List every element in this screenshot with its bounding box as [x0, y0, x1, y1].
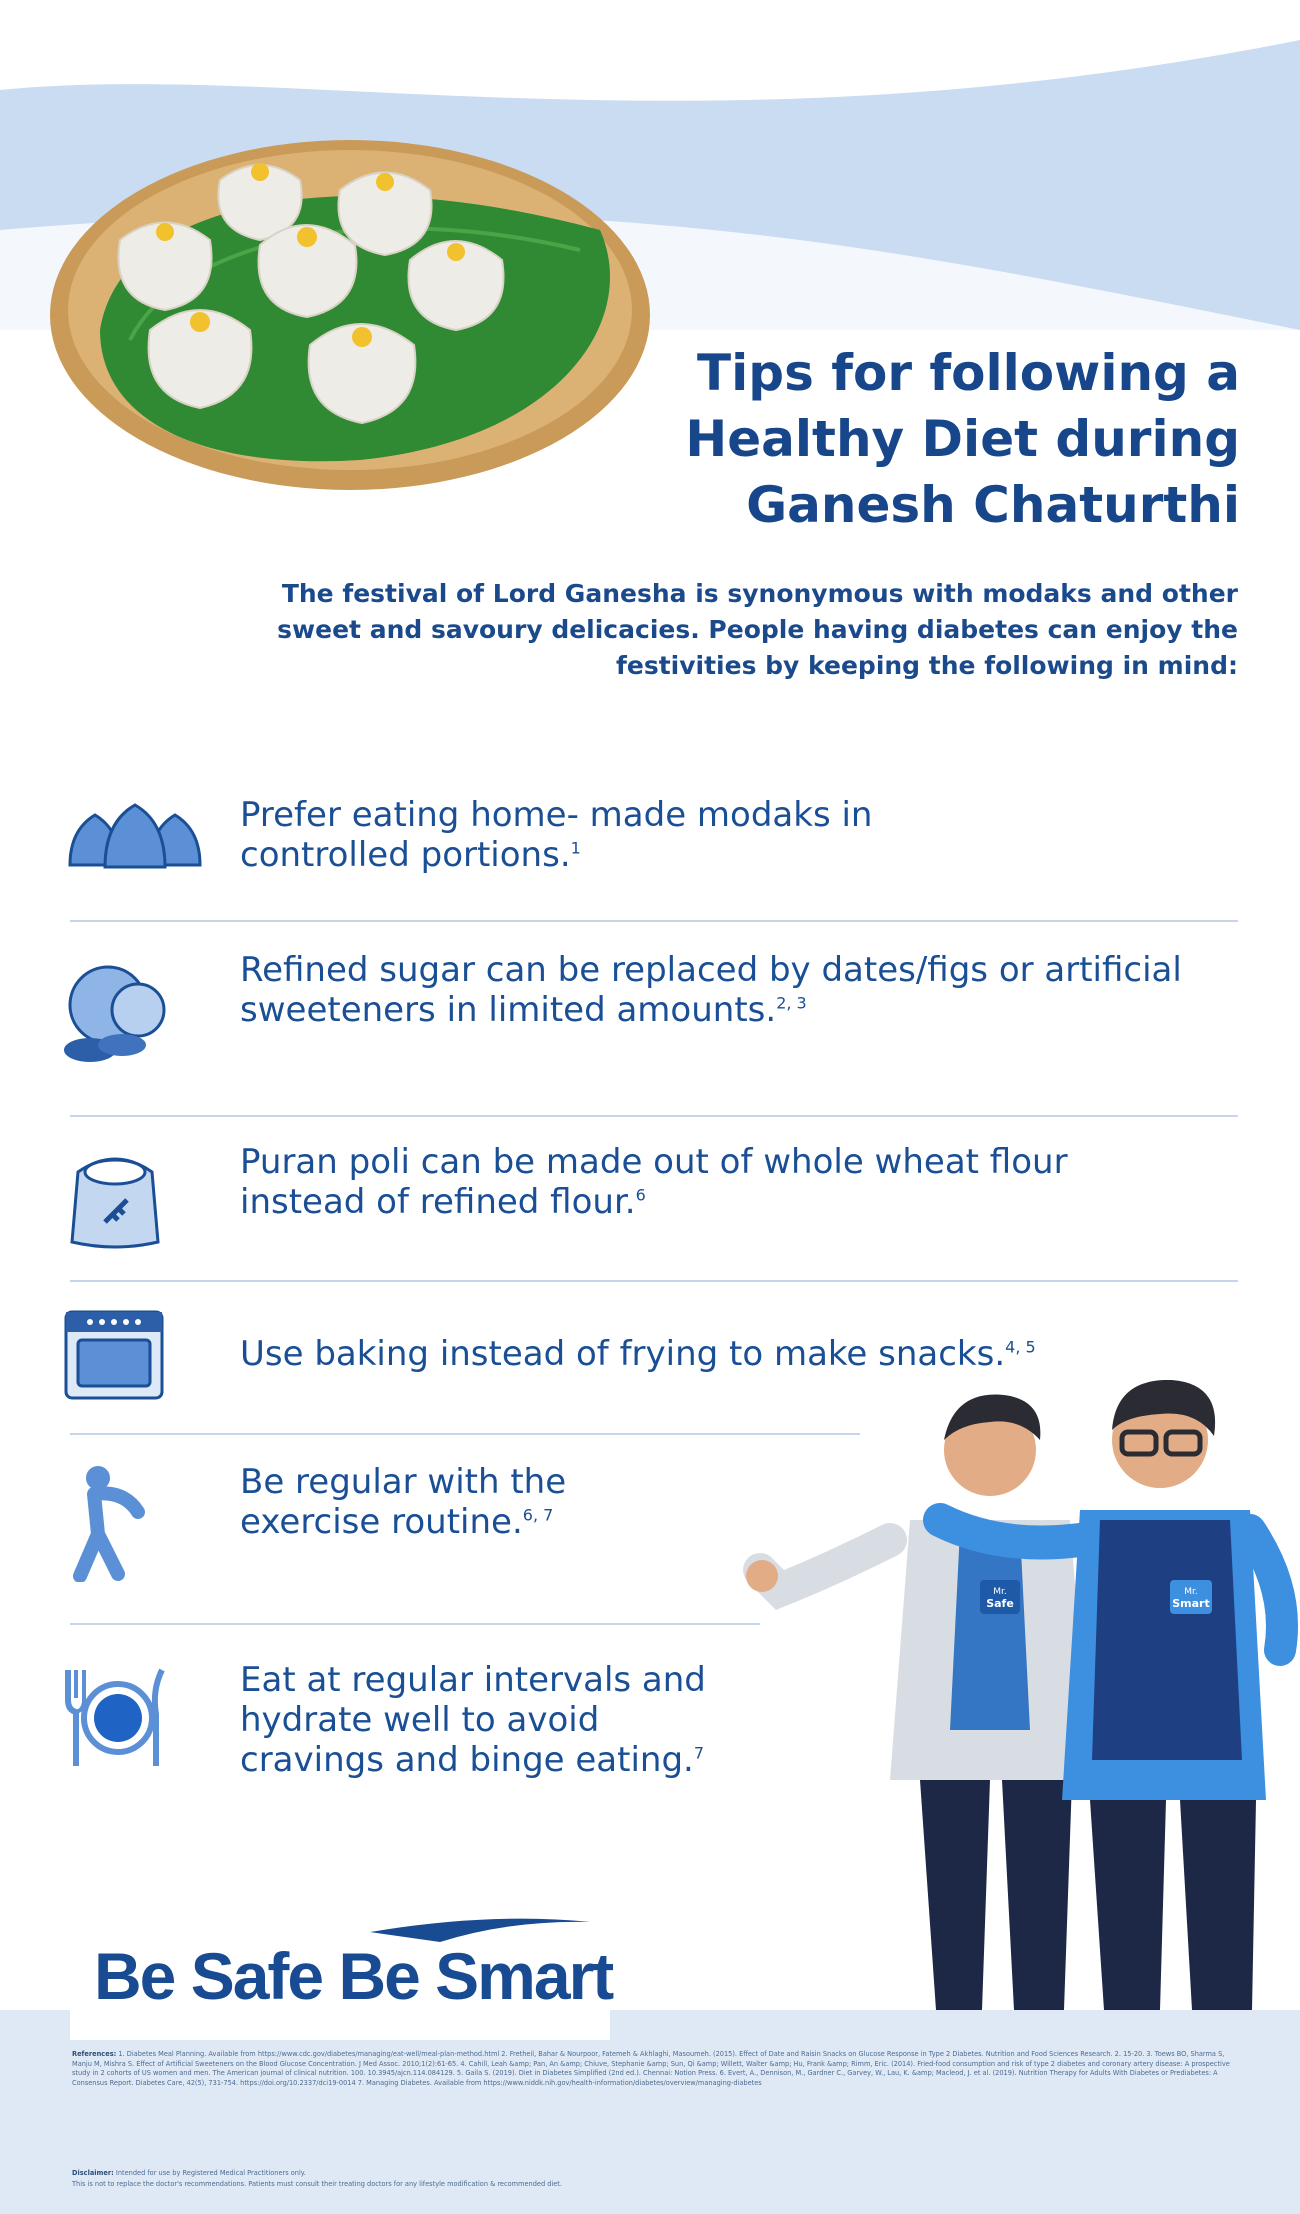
tip-text: Be regular with the exercise routine.$^{6, 7}$: [240, 1462, 567, 1542]
reference-marker: 1: [570, 838, 581, 858]
svg-text:Mr.: Mr.: [993, 1587, 1007, 1597]
exercise-icon: [60, 1462, 160, 1582]
disclaimer-label: Disclaimer:: [72, 2169, 114, 2177]
logo-text: Be Safe Be Smart: [94, 1939, 613, 2013]
disclaimer: Disclaimer: Intended for use by Registered Medical Practitioners only. This is not to replace the doctor's recommendations. Patients must consult their treating doctors for any lifestyle modification & recommended diet.: [72, 2168, 1242, 2190]
svg-text:Smart: Smart: [1172, 1597, 1210, 1610]
reference-marker: 6, 7: [522, 1505, 554, 1525]
intro-paragraph: [150, 576, 1238, 684]
tip-text: Eat at regular intervals and hydrate well to avoid cravings and binge eating.$^7$: [240, 1660, 706, 1780]
reference-marker: 6: [635, 1185, 646, 1205]
references-text: References: 1. Diabetes Meal Planning. Available from https://www.cdc.gov/diabetes/managing/eat-well/meal-plan-method.html 2. Fretheil, Bahar & Nourpoor, Fatemeh & Akhlaghi, Masoumeh. (2015). Effect of Date and Raisin Snacks on Glucose Response in Type 2 Diabetes. Nutrition and Food Sciences Research. 2. 15-20. 3. Toews BO, Sharma S, Manju M, Mishra S. Effect of Artificial Sweeteners on the Blood Glucose Concentration. J Med Assoc. 2010;1(2):61-65. 4. Cahill, Leah &amp; Pan, An &amp; Chiuve, Stephanie &amp; Sun, Qi &amp; Willett, Walter &amp; Hu, Frank &amp; Rimm, Eric. (2014). Fried-food consumption and risk of type 2 diabetes and coronary artery disease: A prospective study in 2 cohorts of US women and men. The American journal of clinical nutrition. 100. 10.3945/ajcn.114.084129. 5. Gaila S. (2019). Diet in Diabetes Simplified (2nd ed.). Chennai: Notion Press. 6. Evert, A., Dennison, M., Gardner C., Garvey, W., Lau, K. &amp; Macleod, J. et al. (2019). Nutrition Therapy for Adults With Diabetes or Prediabetes: A Consensus Report. Diabetes Care, 42(5), 731-754. https://doi.org/10.2337/dci19-0014 7. Managing Diabetes. Available from https://www.niddk.nih.gov/health-information/diabetes/overview/managing-diabetes: [72, 2050, 1230, 2087]
divider: [70, 920, 1238, 922]
reference-marker: 7: [693, 1743, 705, 1763]
reference-marker: 2, 3: [776, 993, 807, 1013]
oven-icon: [60, 1306, 170, 1406]
title-line: Healthy Diet during: [685, 410, 1240, 468]
mascot-illustration: [740, 1380, 1300, 2020]
be-safe-be-smart-logo: [70, 1910, 630, 2040]
intro-line: The festival of Lord Ganesha is synonymous with modaks and other: [281, 579, 1238, 608]
plate-cutlery-icon: [60, 1660, 170, 1770]
divider: [70, 1115, 1238, 1117]
tip-text: Prefer eating home- made modaks in controlled portions.$^1$: [240, 795, 873, 875]
mr-safe-character: [746, 1395, 1090, 2010]
svg-text:Mr.: Mr.: [1184, 1587, 1198, 1597]
title-line: Tips for following a: [697, 344, 1240, 402]
disclaimer-note: This is not to replace the doctor's recommendations. Patients must consult their treating doctors for any lifestyle modification & recommended diet.: [72, 2180, 562, 2188]
intro-line: festivities by keeping the following in mind:: [616, 651, 1238, 680]
tip-text: Refined sugar can be replaced by dates/figs or artificial sweeteners in limited amounts.$^{2, 3}$: [240, 950, 1182, 1030]
references-label: References:: [72, 2050, 117, 2058]
dates-figs-icon: [60, 950, 170, 1070]
page-title: [600, 340, 1240, 538]
title-line: Ganesh Chaturthi: [746, 476, 1240, 534]
divider: [70, 1280, 1238, 1282]
tip-text: Use baking instead of frying to make snacks.$^{4, 5}$: [240, 1334, 1036, 1374]
svg-text:Safe: Safe: [986, 1597, 1014, 1610]
reference-marker: 4, 5: [1005, 1337, 1036, 1357]
modak-icon: [60, 795, 210, 875]
tip-text: Puran poli can be made out of whole wheat flour instead of refined flour.$^6$: [240, 1142, 1068, 1222]
flour-bag-icon: [60, 1142, 170, 1252]
modak-plate-image: [40, 120, 660, 510]
divider: [70, 1623, 760, 1625]
intro-line: sweet and savoury delicacies. People having diabetes can enjoy the: [277, 615, 1238, 644]
